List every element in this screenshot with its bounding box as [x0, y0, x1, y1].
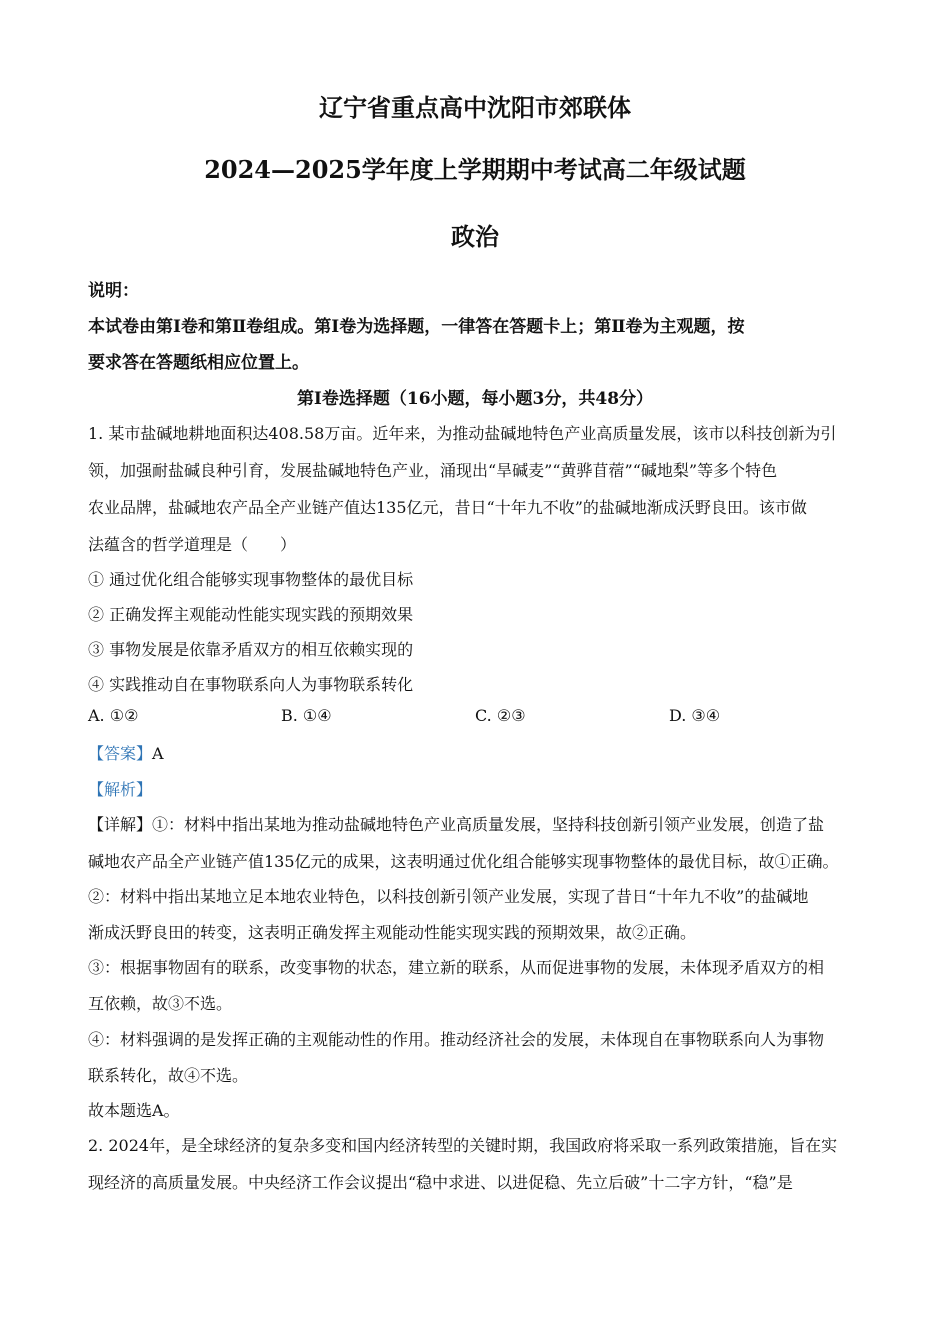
question-2-stem-line: 2. 2024年，是全球经济的复杂多变和国内经济转型的关键时期，我国政府将采取一系列政策措施，旨在实 — [88, 1136, 838, 1155]
exam-title-school: 辽宁省重点高中沈阳市郊联体 — [319, 93, 631, 122]
option-b: B. ①④ — [281, 706, 332, 725]
option-c: C. ②③ — [475, 706, 526, 725]
statement-item: ② 正确发挥主观能动性能实现实践的预期效果 — [88, 605, 414, 624]
detail-line: ③：根据事物固有的联系，改变事物的状态，建立新的联系，从而促进事物的发展，未体现矛盾双方的相 — [88, 958, 825, 977]
detail-label: 【详解】 — [88, 815, 153, 834]
detail-conclusion: 故本题选A。 — [88, 1101, 180, 1120]
question-1-stem-line: 领，加强耐盐碱良种引育，发展盐碱地特色产业，涌现出“旱碱麦”“黄骅苜蓿”“碱地梨”等多个特色 — [88, 461, 778, 480]
detail-line: 互依赖，故③不选。 — [88, 994, 233, 1013]
analysis-label: 【解析】 — [88, 780, 153, 799]
detail-text: ①：材料中指出某地为推动盐碱地特色产业高质量发展，坚持科技创新引领产业发展，创造了盐 — [152, 815, 825, 834]
answer-value: A — [152, 744, 164, 763]
statement-item: ④ 实践推动自在事物联系向人为事物联系转化 — [88, 675, 414, 694]
detail-line — [88, 812, 868, 835]
question-2-stem-line: 现经济的高质量发展。中央经济工作会议提出“稳中求进、以进促稳、先立后破”十二字方针，“稳”是 — [88, 1173, 793, 1192]
option-a: A. ①② — [88, 706, 139, 725]
detail-line: ④：材料强调的是发挥正确的主观能动性的作用。推动经济社会的发展，未体现自在事物联系向人为事物 — [88, 1030, 825, 1049]
exam-subject: 政治 — [451, 222, 499, 251]
question-1-stem-line: 法蕴含的哲学道理是（ ） — [88, 535, 297, 554]
statement-item: ① 通过优化组合能够实现事物整体的最优目标 — [88, 570, 414, 589]
instructions-line: 要求答在答题纸相应位置上。 — [88, 353, 309, 373]
option-d: D. ③④ — [669, 706, 721, 725]
instructions-line: 本试卷由第Ⅰ卷和第Ⅱ卷组成。第Ⅰ卷为选择题，一律答在答题卡上；第Ⅱ卷为主观题，按 — [88, 317, 745, 337]
statement-item: ③ 事物发展是依靠矛盾双方的相互依赖实现的 — [88, 640, 414, 659]
answer-label: 【答案】 — [88, 744, 153, 763]
detail-line: ②：材料中指出某地立足本地农业特色，以科技创新引领产业发展，实现了昔日“十年九不收”的盐碱地 — [88, 887, 809, 906]
answer-row — [88, 741, 868, 764]
exam-title-term: 2024—2025学年度上学期期中考试高二年级试题 — [204, 155, 746, 184]
detail-line: 碱地农产品全产业链产值135亿元的成果，这表明通过优化组合能够实现事物整体的最优目标，故①正确。 — [88, 852, 839, 871]
question-1-stem-line: 1. 某市盐碱地耕地面积达408.58万亩。近年来，为推动盐碱地特色产业高质量发展，该市以科技创新为引 — [88, 424, 837, 443]
section-heading: 第Ⅰ卷选择题（16小题，每小题3分，共48分） — [296, 389, 654, 409]
question-1-stem-line: 农业品牌，盐碱地农产品全产业链产值达135亿元，昔日“十年九不收”的盐碱地渐成沃野良田。该市做 — [88, 498, 807, 517]
instructions-label: 说明： — [88, 281, 139, 301]
detail-line: 联系转化，故④不选。 — [88, 1066, 249, 1085]
detail-line: 渐成沃野良田的转变，这表明正确发挥主观能动性能实现实践的预期效果，故②正确。 — [88, 923, 697, 942]
